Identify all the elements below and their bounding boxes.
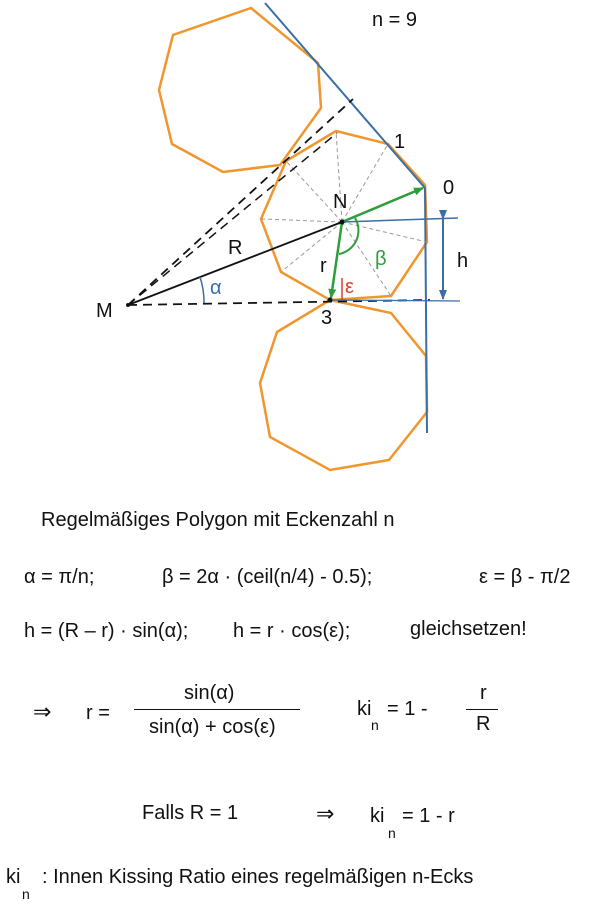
h-label: h: [457, 250, 469, 272]
line-N-right: [342, 218, 458, 222]
vertex-1-label: 1: [394, 131, 406, 153]
ki-formula-1-subscript: n: [371, 717, 379, 733]
epsilon-label: ε: [345, 276, 354, 298]
ki-formula-2-subscript: n: [388, 825, 396, 841]
ki-formula-1-base: ki: [357, 698, 372, 720]
h-equation-1: h = (R – r) · sin(α);: [24, 620, 189, 642]
point-N-label: N: [333, 191, 348, 213]
r-label: r: [320, 255, 327, 277]
top-polygon: [159, 8, 321, 172]
ki-definition-subscript: n: [22, 886, 30, 902]
point-3: [328, 298, 333, 303]
vertex-3-label: 3: [321, 307, 333, 329]
r-formula-fraction-bar: [134, 709, 300, 710]
r-formula-numerator: sin(α): [184, 682, 235, 704]
alpha-arc: [200, 277, 204, 303]
alpha-label: α: [210, 277, 222, 299]
vertex-0-label: 0: [443, 177, 455, 199]
ki-formula-2-rest: = 1 - r: [402, 805, 455, 827]
line-R: [128, 222, 342, 305]
beta-label: β: [375, 248, 387, 270]
point-N: [340, 220, 345, 225]
bottom-polygon: [260, 300, 427, 470]
implies-symbol-1: ⇒: [33, 699, 52, 724]
n-label: n = 9: [372, 9, 418, 31]
dashed-line-M-mid: [128, 133, 337, 305]
arrow-N-to-0: [342, 188, 423, 222]
arrow-N-to-3: [331, 222, 342, 298]
epsilon-definition: ε = β - π/2: [479, 566, 571, 588]
ki-formula-2-base: ki: [370, 805, 385, 827]
line-3-right: [330, 300, 460, 301]
ki-formula-1-fraction-bar: [466, 709, 498, 710]
heading: Regelmäßiges Polygon mit Eckenzahl n: [41, 509, 395, 531]
ki-formula-1-denominator: R: [476, 713, 491, 735]
implies-symbol-2: ⇒: [316, 801, 335, 826]
ki-formula-1-rest: = 1 -: [387, 698, 428, 720]
r-formula-denominator: sin(α) + cos(ε): [149, 716, 276, 738]
point-M-label: M: [96, 300, 113, 322]
equate-note: gleichsetzen!: [410, 618, 527, 640]
r-formula-lhs: r =: [86, 702, 110, 724]
ki-definition-base: ki: [6, 866, 21, 888]
falls-condition: Falls R = 1: [142, 802, 239, 824]
ki-definition-text: : Innen Kissing Ratio eines regelmäßigen n-Ecks: [42, 866, 474, 888]
beta-definition: β = 2α · (ceil(n/4) - 0.5);: [162, 566, 373, 588]
alpha-definition: α = π/n;: [24, 566, 95, 588]
h-equation-2: h = r · cos(ε);: [233, 620, 351, 642]
point-M: [126, 303, 130, 307]
ki-formula-1-numerator: r: [480, 682, 487, 704]
tangent-line: [265, 3, 427, 433]
R-label: R: [228, 237, 243, 259]
